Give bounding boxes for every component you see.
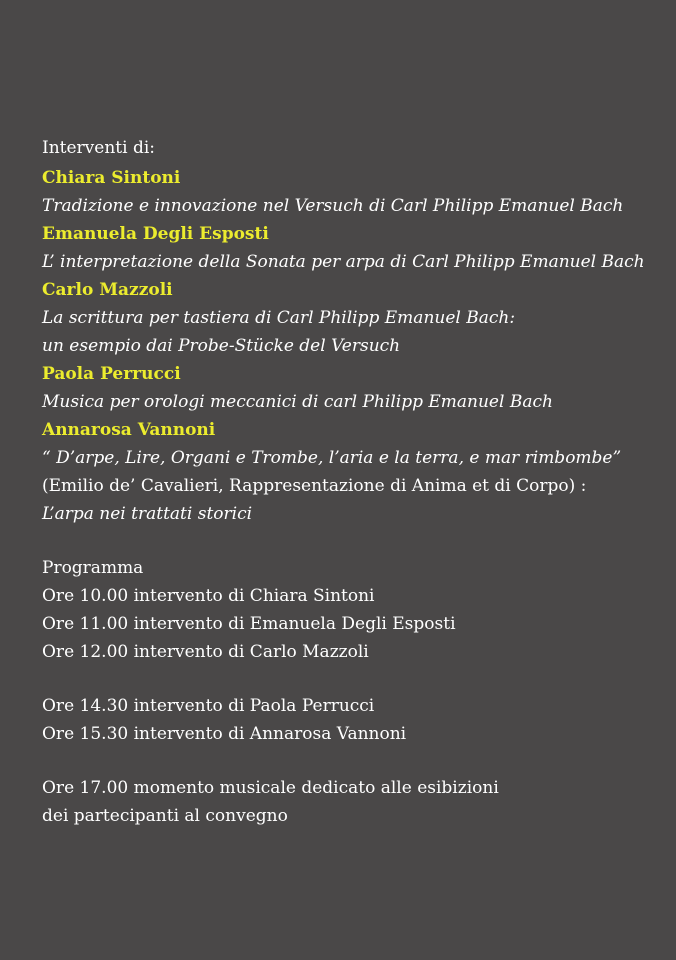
talk-title-2: L’ interpretazione della Sonata per arpa di Carl Philipp Emanuel Bach xyxy=(42,252,645,272)
programme-heading: Programma xyxy=(42,558,144,578)
talk-title-1: Tradizione e innovazione nel Versuch di Carl Philipp Emanuel Bach xyxy=(42,196,624,216)
section-spacer xyxy=(42,748,676,774)
talk-title-5-source: (Emilio de’ Cavalieri, Rappresentazione di Anima et di Corpo) : xyxy=(42,476,587,496)
speaker-name-2: Emanuela Degli Esposti xyxy=(42,224,269,244)
programme-closing-line-1: Ore 17.00 momento musicale dedicato alle esibizioni xyxy=(42,778,499,798)
programme-item: Ore 15.30 intervento di Annarosa Vannoni xyxy=(42,724,407,744)
talk-title-3-line-2: un esempio dai Probe-Stücke del Versuch xyxy=(42,336,401,356)
section-spacer xyxy=(42,528,676,554)
programme-item: Ore 11.00 intervento di Emanuela Degli Esposti xyxy=(42,614,456,634)
programme-item: Ore 12.00 intervento di Carlo Mazzoli xyxy=(42,642,369,662)
talk-title-5-subject: L’arpa nei trattati storici xyxy=(42,504,253,524)
speakers-heading: Interventi di: xyxy=(42,138,156,158)
programme-item: Ore 10.00 intervento di Chiara Sintoni xyxy=(42,586,375,606)
speaker-name-4: Paola Perrucci xyxy=(42,364,181,384)
speaker-name-1: Chiara Sintoni xyxy=(42,168,181,188)
programme-closing-line-2: dei partecipanti al convegno xyxy=(42,806,288,826)
talk-title-4: Musica per orologi meccanici di carl Philipp Emanuel Bach xyxy=(42,392,553,412)
programme-item: Ore 14.30 intervento di Paola Perrucci xyxy=(42,696,375,716)
speaker-name-5: Annarosa Vannoni xyxy=(42,420,216,440)
section-spacer xyxy=(42,666,676,692)
speaker-name-3: Carlo Mazzoli xyxy=(42,280,173,300)
talk-title-5-quote: “ D’arpe, Lire, Organi e Trombe, l’aria e la terra, e mar rimbombe” xyxy=(42,448,622,468)
talk-title-3-line-1: La scrittura per tastiera di Carl Philipp Emanuel Bach: xyxy=(42,308,516,328)
